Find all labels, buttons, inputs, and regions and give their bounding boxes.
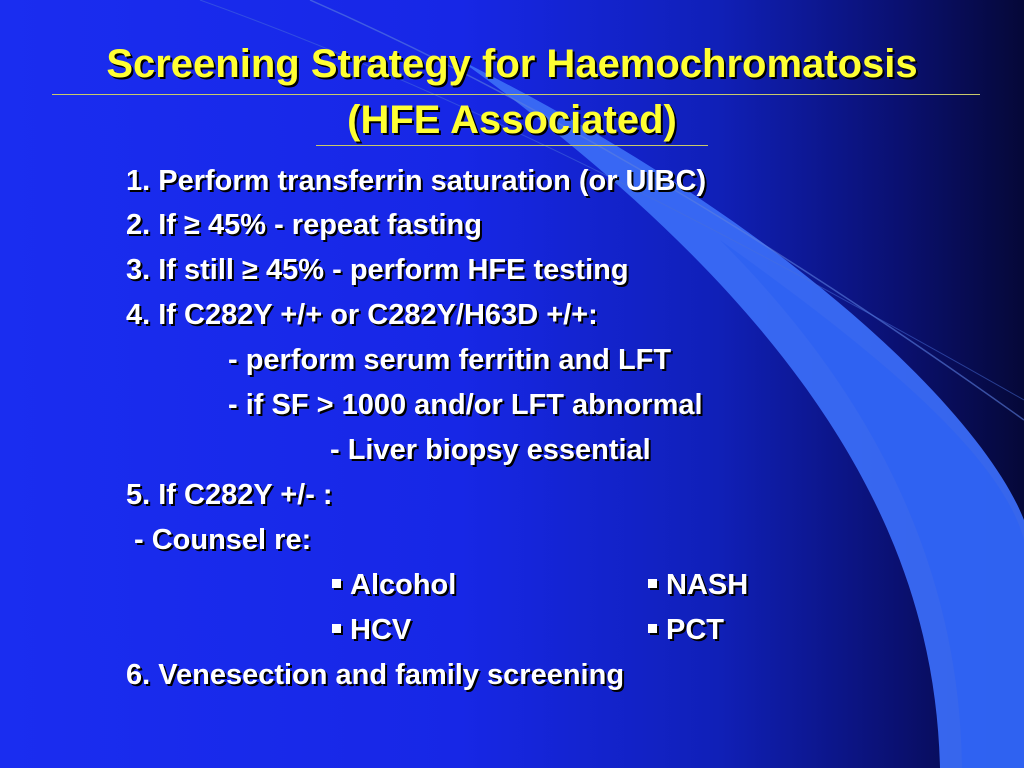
counsel-item-label: PCT <box>666 614 724 646</box>
step-5-sub-counsel: - Counsel re: <box>134 524 312 556</box>
counsel-item-pct <box>648 613 724 647</box>
counsel-item-hcv <box>332 613 411 647</box>
step-4-sub-if-sf: - if SF > 1000 and/or LFT abnormal <box>228 389 703 421</box>
square-bullet-icon <box>332 624 341 633</box>
step-1-text: 1. Perform transferrin saturation (or UIBC) <box>126 165 707 197</box>
slide-title-line-2: (HFE Associated) <box>347 98 677 142</box>
square-bullet-icon <box>648 624 657 633</box>
counsel-item-label: NASH <box>666 569 749 601</box>
counsel-item-label: Alcohol <box>350 569 457 601</box>
title-underline-2 <box>316 145 708 146</box>
step-5-text: 5. If C282Y +/- : <box>126 479 333 511</box>
counsel-item-label: HCV <box>350 614 412 646</box>
step-4-text: 4. If C282Y +/+ or C282Y/H63D +/+: <box>126 299 598 331</box>
counsel-item-nash <box>648 568 748 602</box>
square-bullet-icon <box>332 579 341 588</box>
slide-title-line-1: Screening Strategy for Haemochromatosis <box>106 42 918 86</box>
step-3-text: 3. If still ≥ 45% - perform HFE testing <box>126 254 629 286</box>
title-underline-1 <box>52 94 980 95</box>
step-4-sub-ferritin: - perform serum ferritin and LFT <box>228 344 672 376</box>
step-2-text: 2. If ≥ 45% - repeat fasting <box>126 209 482 241</box>
square-bullet-icon <box>648 579 657 588</box>
counsel-item-alcohol <box>332 568 456 602</box>
step-6-text: 6. Venesection and family screening <box>126 659 625 691</box>
step-4-sub-liver-biopsy: - Liver biopsy essential <box>330 434 651 466</box>
